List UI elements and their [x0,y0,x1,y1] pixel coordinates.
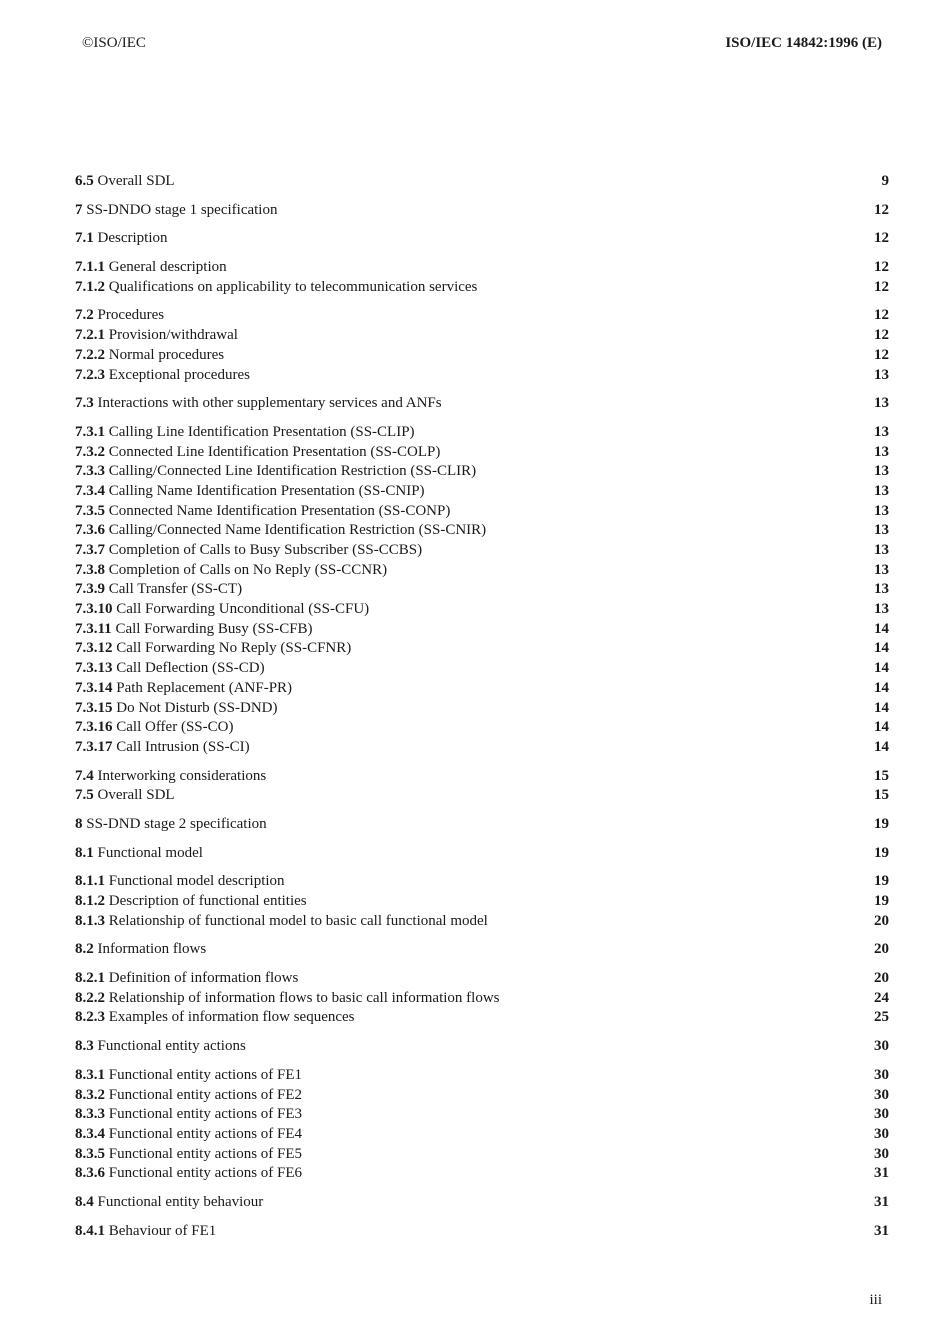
toc-entry-number: 8.1.3 [75,912,105,929]
toc-entry[interactable] [75,639,889,659]
toc-entry-number: 7.3.6 [75,522,105,539]
toc-entry[interactable] [75,699,889,719]
toc-entry-title: Relationship of information flows to basic call information flows [108,989,500,1006]
toc-entry-number: 7.3.10 [75,601,113,618]
toc-entry-number: 7.3.2 [75,443,105,460]
toc-entry-page: 30 [874,1145,889,1162]
toc-entry-number: 7.3 [75,395,94,412]
toc-entry-number: 7.3.14 [75,679,113,696]
toc-entry-title: General description [108,259,227,276]
toc-entry-page: 19 [874,873,889,890]
toc-entry-number: 8.3.4 [75,1125,105,1142]
toc-entry-number: 8.2.1 [75,970,105,987]
toc-entry-page: 13 [874,482,889,499]
toc-group [75,1066,889,1184]
toc-entry-number: 8.2.2 [75,989,105,1006]
toc-entry[interactable] [75,1037,889,1057]
toc-entry-number: 8.4.1 [75,1222,105,1239]
toc-entry-title: Calling Name Identification Presentation (SS-CNIP) [108,482,425,499]
toc-group [75,815,889,835]
toc-entry-heading [75,659,265,679]
toc-entry-page: 14 [874,679,889,696]
toc-entry-page: 19 [874,893,889,909]
toc-entry-number: 8 [75,815,83,832]
toc-entry[interactable] [75,969,889,989]
toc-entry-page: 31 [874,1193,889,1210]
toc-group [75,1222,889,1242]
toc-entry-title: Provision/withdrawal [108,327,238,344]
toc-entry-heading [75,306,164,326]
toc-group [75,767,889,806]
toc-entry-heading [75,718,233,738]
toc-entry[interactable] [75,767,889,787]
toc-entry-heading [75,844,203,864]
toc-entry-title: Relationship of functional model to basic call functional model [108,912,488,929]
toc-entry[interactable] [75,521,889,541]
toc-entry-title: Call Intrusion (SS-CI) [116,738,250,755]
toc-entry[interactable] [75,1066,889,1086]
toc-entry-heading [75,326,238,346]
toc-entry-page: 12 [874,278,889,295]
toc-entry-heading [75,541,422,561]
toc-entry-title: Call Transfer (SS-CT) [108,581,243,598]
toc-entry-page: 13 [874,366,889,383]
toc-entry[interactable] [75,1125,889,1145]
toc-entry-heading [75,679,292,699]
toc-entry-title: Connected Line Identification Presentation (SS-COLP) [108,443,441,460]
toc-entry[interactable] [75,278,889,298]
toc-entry-heading [75,1066,302,1086]
toc-entry-heading [75,1105,302,1125]
toc-entry-title: Functional entity actions of FE5 [108,1145,303,1162]
toc-entry[interactable] [75,580,889,600]
toc-entry-number: 7.1.2 [75,278,105,295]
toc-entry-page: 9 [881,173,889,189]
toc-entry-number: 8.3.3 [75,1106,105,1123]
toc-entry-title: Call Forwarding No Reply (SS-CFNR) [116,640,352,657]
toc-entry[interactable] [75,201,889,221]
toc-entry[interactable] [75,462,889,482]
toc-entry-heading [75,912,488,932]
toc-entry[interactable] [75,659,889,679]
toc-entry-number: 7.3.17 [75,738,113,755]
toc-group [75,844,889,864]
toc-entry-number: 8.3.6 [75,1165,105,1182]
toc-entry-page: 13 [874,581,889,598]
toc-entry-number: 8.4 [75,1193,94,1210]
toc-entry-title: Call Deflection (SS-CD) [116,660,265,677]
toc-entry-page: 13 [874,542,889,558]
toc-entry[interactable] [75,679,889,699]
page-number-footer: iii [869,1292,882,1308]
toc-entry-page: 14 [874,620,889,637]
toc-entry-title: Functional entity actions of FE3 [108,1106,303,1123]
toc-entry-title: Overall SDL [97,787,175,804]
toc-entry-title: Functional entity actions of FE6 [108,1165,303,1182]
toc-entry-page: 14 [874,719,889,736]
toc-entry-title: Functional entity behaviour [97,1193,264,1210]
toc-entry-number: 7.3.9 [75,581,105,598]
toc-entry[interactable] [75,326,889,346]
toc-group [75,172,889,192]
toc-entry-title: Functional entity actions of FE2 [108,1086,303,1103]
toc-group [75,1193,889,1213]
toc-entry-number: 7.3.13 [75,660,113,677]
toc-entry-title: Definition of information flows [108,970,299,987]
toc-entry-page: 14 [874,640,889,657]
toc-entry-page: 14 [874,660,889,677]
toc-entry-heading [75,443,440,463]
toc-entry-number: 7.3.8 [75,561,105,578]
toc-entry[interactable] [75,892,889,912]
toc-entry-heading [75,172,175,192]
toc-entry-title: Functional entity actions [97,1038,246,1055]
toc-entry-page: 15 [874,767,889,784]
toc-entry-page: 14 [874,738,889,755]
toc-entry-page: 13 [874,502,889,519]
toc-entry-page: 15 [874,787,889,804]
toc-entry-title: Behaviour of FE1 [108,1222,217,1239]
toc-entry-number: 8.3.1 [75,1066,105,1083]
toc-entry-title: SS-DNDO stage 1 specification [86,201,278,218]
toc-entry[interactable] [75,912,889,932]
toc-entry-heading [75,366,250,386]
toc-entry-title: Completion of Calls to Busy Subscriber (SS-CCBS) [108,542,423,558]
toc-entry-heading [75,1037,246,1057]
toc-entry[interactable] [75,1193,889,1213]
toc-entry-heading [75,738,250,758]
toc-entry-page: 30 [874,1106,889,1123]
toc-entry-title: Interworking considerations [97,767,267,784]
toc-entry-heading [75,462,476,482]
toc-entry-page: 12 [874,201,889,218]
toc-entry[interactable] [75,989,889,1009]
toc-entry-page: 31 [874,1222,889,1239]
toc-entry-page: 25 [874,1009,889,1026]
toc-entry[interactable] [75,541,889,561]
header-standard-number: ISO/IEC 14842:1996 (E) [725,35,882,51]
toc-entry[interactable] [75,229,889,249]
toc-entry-number: 7.3.1 [75,423,105,440]
toc-entry-title: Functional model [97,844,203,861]
toc-entry[interactable] [75,872,889,892]
toc-entry-title: Call Offer (SS-CO) [116,719,234,736]
toc-group [75,394,889,414]
toc-entry-heading [75,767,266,787]
toc-entry-page: 24 [874,989,889,1006]
toc-entry-heading [75,600,369,620]
toc-entry[interactable] [75,258,889,278]
toc-entry[interactable] [75,482,889,502]
toc-entry-heading [75,229,167,249]
toc-entry-heading [75,969,298,989]
toc-entry-title: Do Not Disturb (SS-DND) [116,699,278,716]
toc-entry-title: Calling/Connected Line Identification Restriction (SS-CLIR) [108,463,477,480]
toc-entry-number: 7.3.12 [75,640,113,657]
toc-entry-title: Description of functional entities [108,893,307,909]
toc-entry-number: 7.3.7 [75,542,105,558]
toc-entry-number: 7.3.4 [75,482,105,499]
toc-entry-title: Calling/Connected Name Identification Restriction (SS-CNIR) [108,522,487,539]
header-copyright: ©ISO/IEC [82,35,146,51]
toc-entry-number: 7.2 [75,307,94,324]
toc-entry-heading [75,940,206,960]
toc-entry-title: Interactions with other supplementary services and ANFs [97,395,442,412]
toc-entry-number: 8.1 [75,844,94,861]
toc-entry-page: 13 [874,601,889,618]
toc-entry[interactable] [75,1086,889,1106]
toc-group [75,229,889,249]
toc-entry-page: 13 [874,561,889,578]
toc-entry-title: Completion of Calls on No Reply (SS-CCNR) [108,561,388,578]
toc-entry-heading [75,423,415,443]
toc-entry-number: 8.2.3 [75,1009,105,1026]
toc-entry-number: 7.2.2 [75,346,105,363]
toc-entry-heading [75,201,277,221]
toc-entry-number: 7.3.3 [75,463,105,480]
toc-entry-title: Procedures [97,307,165,324]
toc-entry-heading [75,482,425,502]
toc-entry-number: 8.3.2 [75,1086,105,1103]
toc-entry[interactable] [75,940,889,960]
toc-entry[interactable] [75,786,889,806]
toc-entry-title: Path Replacement (ANF-PR) [116,679,293,696]
toc-entry-number: 7.2.3 [75,366,105,383]
toc-entry-number: 7.3.11 [75,620,112,637]
table-of-contents [75,172,889,1250]
toc-entry-page: 12 [874,230,889,247]
toc-entry-heading [75,639,351,659]
toc-entry-title: Overall SDL [97,173,175,189]
toc-entry-heading [75,1125,302,1145]
toc-group [75,1037,889,1057]
toc-entry-page: 30 [874,1038,889,1055]
toc-entry-title: Information flows [97,941,207,958]
toc-entry-page: 13 [874,463,889,480]
toc-entry-page: 12 [874,307,889,324]
toc-entry-heading [75,1008,355,1028]
toc-entry-heading [75,989,500,1009]
toc-entry-page: 20 [874,912,889,929]
toc-entry-heading [75,699,278,719]
toc-entry-number: 8.3.5 [75,1145,105,1162]
toc-group [75,306,889,385]
toc-entry-title: Functional entity actions of FE1 [108,1066,303,1083]
toc-entry[interactable] [75,1145,889,1165]
toc-entry-heading [75,872,285,892]
toc-entry-title: Functional model description [108,873,285,890]
toc-entry-heading [75,278,477,298]
toc-entry-page: 13 [874,395,889,412]
toc-entry[interactable] [75,738,889,758]
toc-entry[interactable] [75,600,889,620]
toc-entry-page: 14 [874,699,889,716]
toc-entry[interactable] [75,502,889,522]
toc-entry-title: Normal procedures [108,346,225,363]
toc-entry-number: 7.1 [75,230,94,247]
toc-entry-heading [75,892,307,912]
toc-entry-heading [75,502,450,522]
toc-entry-title: Exceptional procedures [108,366,250,383]
toc-entry[interactable] [75,1008,889,1028]
toc-entry-page: 12 [874,327,889,344]
toc-entry[interactable] [75,306,889,326]
toc-entry-heading [75,561,387,581]
toc-entry-number: 7.1.1 [75,259,105,276]
toc-group [75,969,889,1028]
toc-entry-page: 30 [874,1066,889,1083]
toc-entry-page: 20 [874,970,889,987]
toc-entry-heading [75,1164,302,1184]
toc-entry-number: 8.2 [75,941,94,958]
toc-entry-page: 12 [874,346,889,363]
toc-entry[interactable] [75,394,889,414]
toc-entry[interactable] [75,815,889,835]
toc-group [75,872,889,931]
toc-entry-number: 8.3 [75,1038,94,1055]
toc-entry-heading [75,580,242,600]
toc-entry[interactable] [75,1222,889,1242]
toc-entry-number: 7.2.1 [75,327,105,344]
toc-entry[interactable] [75,561,889,581]
toc-entry-number: 8.1.1 [75,873,105,890]
toc-group [75,201,889,221]
toc-entry-number: 6.5 [75,173,94,189]
toc-entry-heading [75,620,313,640]
toc-entry-page: 30 [874,1086,889,1103]
toc-entry[interactable] [75,844,889,864]
toc-entry-title: Connected Name Identification Presentation (SS-CONP) [108,502,451,519]
toc-entry-heading [75,521,486,541]
toc-entry[interactable] [75,366,889,386]
toc-entry[interactable] [75,1164,889,1184]
toc-entry-page: 19 [874,815,889,832]
toc-entry[interactable] [75,423,889,443]
toc-entry[interactable] [75,346,889,366]
toc-group [75,423,889,758]
toc-entry-title: Qualifications on applicability to telecommunication services [108,278,478,295]
toc-entry-page: 19 [874,844,889,861]
toc-entry-title: Examples of information flow sequences [108,1009,355,1026]
toc-entry-number: 7.5 [75,787,94,804]
toc-entry-title: Call Forwarding Busy (SS-CFB) [115,620,313,637]
toc-entry-number: 7.3.5 [75,502,105,519]
toc-entry[interactable] [75,718,889,738]
toc-entry-page: 12 [874,259,889,276]
toc-entry-page: 31 [874,1165,889,1182]
toc-entry-title: Call Forwarding Unconditional (SS-CFU) [116,601,370,618]
toc-entry-heading [75,815,267,835]
toc-entry-heading [75,1222,216,1242]
toc-entry-heading [75,786,175,806]
toc-entry-page: 13 [874,423,889,440]
toc-entry-number: 7.3.16 [75,719,113,736]
toc-entry-number: 7.3.15 [75,699,113,716]
toc-entry-title: Functional entity actions of FE4 [108,1125,303,1142]
toc-entry-page: 13 [874,443,889,460]
toc-entry[interactable] [75,1105,889,1125]
toc-entry-page: 20 [874,941,889,958]
toc-entry-title: Calling Line Identification Presentation (SS-CLIP) [108,423,415,440]
toc-entry-page: 30 [874,1125,889,1142]
toc-group [75,940,889,960]
toc-entry-number: 7 [75,201,83,218]
toc-entry-heading [75,258,227,278]
toc-entry-heading [75,1145,302,1165]
toc-entry-title: Description [97,230,168,247]
toc-entry[interactable] [75,172,889,192]
toc-entry[interactable] [75,443,889,463]
toc-group [75,258,889,297]
toc-entry-number: 7.4 [75,767,94,784]
toc-entry[interactable] [75,620,889,640]
toc-entry-title: SS-DND stage 2 specification [86,815,267,832]
toc-entry-heading [75,1086,302,1106]
toc-entry-page: 13 [874,522,889,539]
toc-entry-heading [75,1193,263,1213]
toc-entry-heading [75,394,442,414]
toc-entry-heading [75,346,224,366]
toc-entry-number: 8.1.2 [75,893,105,909]
